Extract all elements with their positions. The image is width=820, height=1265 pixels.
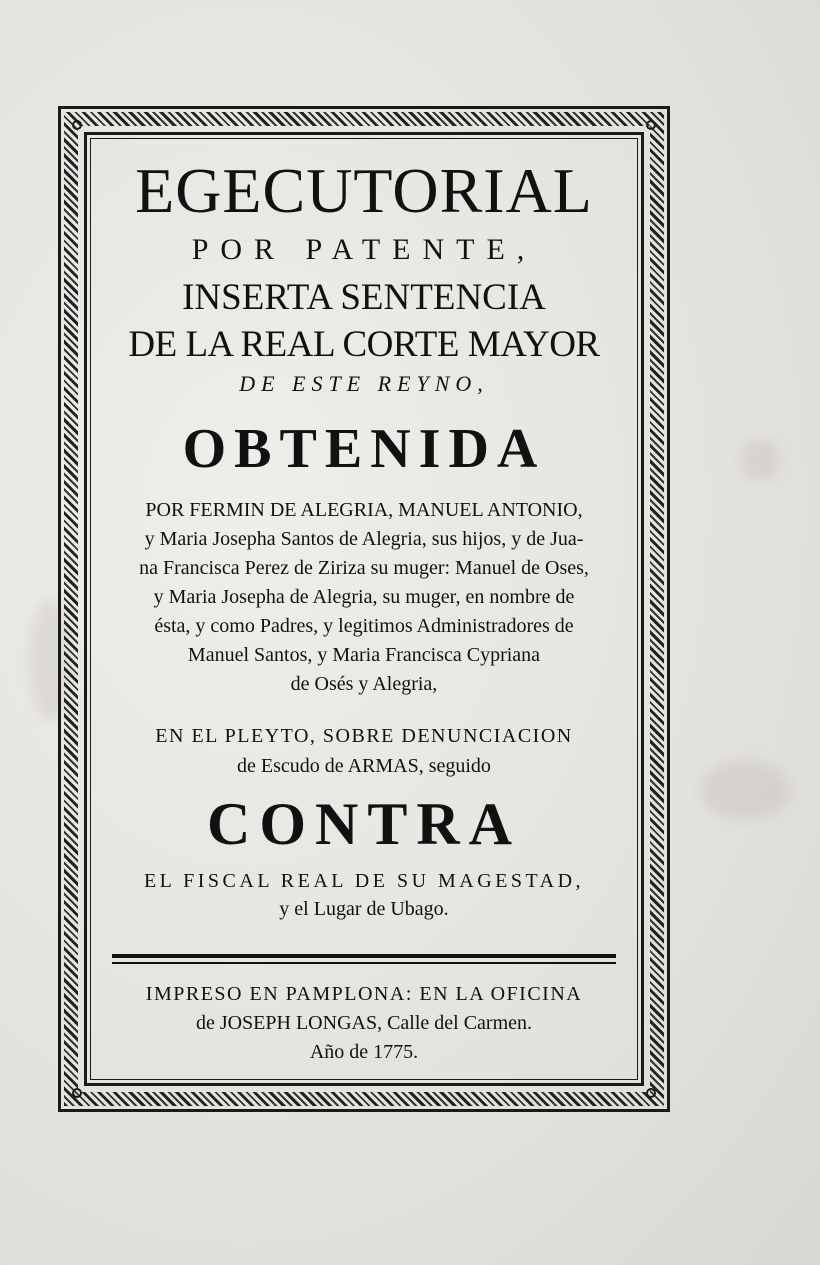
title-line-sentencia: INSERTA SENTENCIA bbox=[182, 277, 546, 318]
imprint-line: de JOSEPH LONGAS, Calle del Carmen. bbox=[195, 1012, 533, 1034]
pleyto-block bbox=[92, 721, 636, 781]
corner-ornament-icon bbox=[72, 120, 82, 130]
fiscal-line: EL FISCAL REAL DE SU MAGESTAD, bbox=[143, 870, 585, 892]
paper-stain bbox=[700, 760, 790, 820]
divider-thick bbox=[112, 954, 616, 958]
parties-line: Manuel Santos, y Maria Francisca Cypriana bbox=[187, 644, 541, 666]
pleyto-line: EN EL PLEYTO, SOBRE DENUNCIACION bbox=[155, 725, 573, 747]
parties-paragraph bbox=[92, 496, 636, 699]
title-block bbox=[92, 150, 636, 923]
title-line-reyno: DE ESTE REYNO, bbox=[239, 371, 489, 396]
heading-obtenida: OBTENIDA bbox=[182, 418, 546, 480]
divider-thin bbox=[112, 962, 616, 964]
imprint-line: IMPRESO EN PAMPLONA: EN LA OFICINA bbox=[145, 983, 583, 1005]
main-title: EGECUTORIAL bbox=[135, 155, 593, 226]
parties-line: y Maria Josepha de Alegria, su muger, en nombre de bbox=[153, 586, 575, 608]
heading-contra: CONTRA bbox=[206, 791, 521, 857]
paper-stain bbox=[740, 440, 780, 480]
title-line-patente: POR PATENTE, bbox=[191, 233, 537, 266]
parties-line: de Osés y Alegria, bbox=[290, 673, 438, 695]
parties-line: na Francisca Perez de Ziriza su muger: Manuel de Oses, bbox=[139, 557, 589, 579]
corner-ornament-icon bbox=[646, 120, 656, 130]
fiscal-line: y el Lugar de Ubago. bbox=[279, 898, 449, 920]
imprint-block bbox=[92, 980, 636, 1067]
corner-ornament-icon bbox=[72, 1088, 82, 1098]
parties-line: POR FERMIN DE ALEGRIA, MANUEL ANTONIO, bbox=[145, 499, 583, 521]
title-line-corte: DE LA REAL CORTE MAYOR bbox=[128, 324, 600, 365]
parties-line: ésta, y como Padres, y legitimos Administradores de bbox=[154, 615, 574, 637]
imprint-line: Año de 1775. bbox=[309, 1041, 419, 1063]
corner-ornament-icon bbox=[646, 1088, 656, 1098]
parties-line: y Maria Josepha Santos de Alegria, sus hijos, y de Jua- bbox=[144, 528, 584, 550]
fiscal-block bbox=[92, 867, 636, 923]
pleyto-line: de Escudo de ARMAS, seguido bbox=[237, 755, 491, 777]
